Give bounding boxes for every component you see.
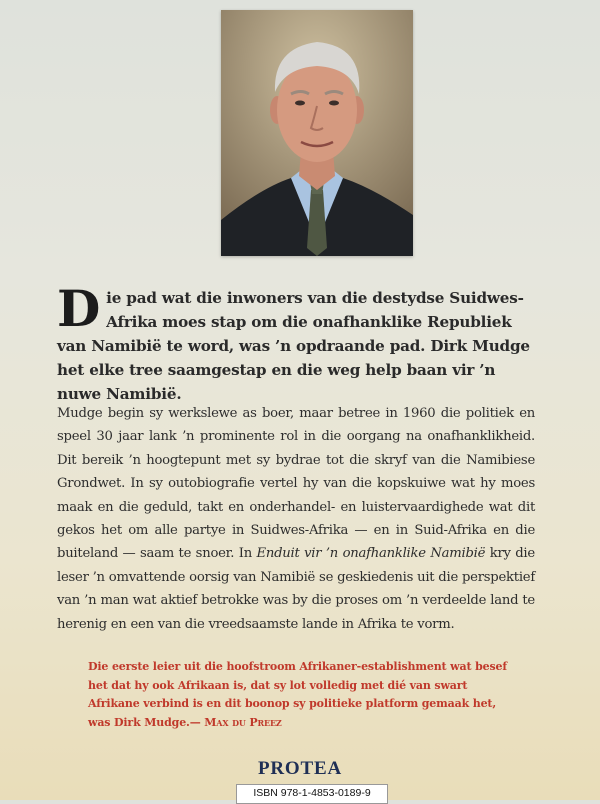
isbn-label: ISBN 978-1-4853-0189-9 (236, 784, 388, 804)
endorsement-quote (88, 658, 508, 732)
drop-cap: D (57, 279, 101, 338)
publisher-logo: PROTEA (258, 758, 342, 779)
lead-paragraph (57, 279, 535, 406)
book-title: Enduit vir ’n onafhanklike Namibië (256, 546, 486, 562)
quote-text: Die eerste leier uit die hoofstroom Afrikaner-establishment wat besef het dat hy ook Afrikaan is, dat sy lot volledig met dié van swart Afrikane verbind is en dit boonop sy politieke platform gemaak het, was Dirk Mudge.— (88, 660, 507, 729)
quote-author: Max du Preez (204, 715, 282, 729)
body-text-part1: Mudge begin sy werkslewe as boer, maar betree in 1960 die politiek en speel 30 jaar lank ’n prominente rol in die oorgang na onafhanklikheid. Dit bereik ’n hoogtepunt met sy bydrae tot die skryf van die Namibiese Grondwet. In sy outobiografie vertel hy van die kopskuiwe wat hy moes maak en die geduld, takt en onderhandel- en luistervaardighede wat dit gekos het om alle partye in Suidwes-Afrika — en in Suid-Afrika en die buiteland — saam te snoer. In (57, 406, 535, 562)
body-text-part2: kry die leser ’n omvattende oorsig van Namibië se geskiedenis uit die perspektief van ’n man wat aktief betrokke was by die proses om ’n verdeelde land te herenig en een van die vreedsaamste lande in Afrika te vorm. (57, 546, 535, 632)
lead-text: ie pad wat die inwoners van die destydse Suidwes-Afrika moes stap om die onafhanklike Republiek van Namibië te word, was ’n opdraande pad. Dirk Mudge het elke tree saamgestap en die weg help baan vir ’n nuwe Namibië. (57, 289, 530, 403)
author-portrait (221, 10, 413, 256)
body-paragraph (57, 402, 535, 636)
portrait-illustration (221, 10, 413, 256)
